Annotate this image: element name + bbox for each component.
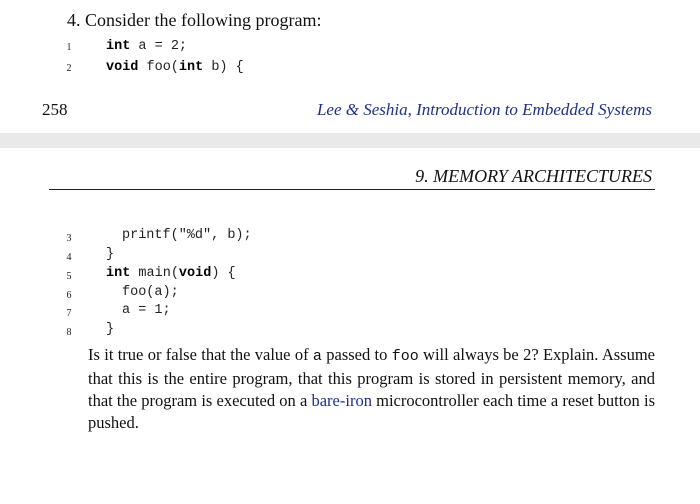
code-line-8: } <box>106 322 115 337</box>
code-line-6: foo(a); <box>122 285 179 300</box>
line-number: 8 <box>66 327 72 338</box>
keyword: int <box>106 266 131 281</box>
code-line-3: printf("%d", b); <box>122 228 252 243</box>
code-line-1 <box>106 39 187 54</box>
page-number: 258 <box>42 100 68 119</box>
line-number: 6 <box>66 290 72 301</box>
line-number: 2 <box>66 63 72 74</box>
code-text: ) { <box>211 266 236 281</box>
keyword: void <box>106 60 139 75</box>
inline-code-foo: foo <box>391 348 419 365</box>
code-line-2 <box>106 60 244 75</box>
code-text: main( <box>130 266 179 281</box>
line-number: 3 <box>66 233 72 244</box>
code-line-4: } <box>106 247 115 262</box>
question-paragraph <box>88 344 655 434</box>
code-text: b) { <box>203 60 244 75</box>
line-number: 1 <box>66 42 72 53</box>
line-number: 7 <box>66 308 72 319</box>
inline-code-a: a <box>312 348 322 365</box>
code-text: foo( <box>138 60 179 75</box>
bottom-page <box>0 148 700 504</box>
code-line-7: a = 1; <box>122 303 171 318</box>
code-line-5 <box>106 266 236 281</box>
keyword: int <box>178 60 204 75</box>
paragraph-text: Is it true or false that the value of <box>88 345 313 364</box>
paragraph-text: microcontroller each time a reset button is pushed. <box>88 391 655 432</box>
header-rule <box>49 189 655 190</box>
line-number: 5 <box>66 271 72 282</box>
question-heading: 4. Consider the following program: <box>67 10 322 30</box>
keyword: int <box>106 39 131 54</box>
keyword: void <box>178 266 212 281</box>
top-page <box>0 0 700 133</box>
bare-iron-link[interactable]: bare-iron <box>311 391 372 410</box>
paragraph-text: passed to <box>321 345 392 364</box>
paragraph-text: will always be 2? Explain. Assume that this is the entire program, that this program is stored in persistent memory, and that the program is executed on a <box>88 345 655 410</box>
code-text: a = 2; <box>130 39 188 54</box>
running-head-link[interactable]: Lee & Seshia, Introduction to Embedded Systems <box>316 100 652 119</box>
line-number: 4 <box>66 252 72 263</box>
chapter-title: 9. MEMORY ARCHITECTURES <box>415 166 652 186</box>
